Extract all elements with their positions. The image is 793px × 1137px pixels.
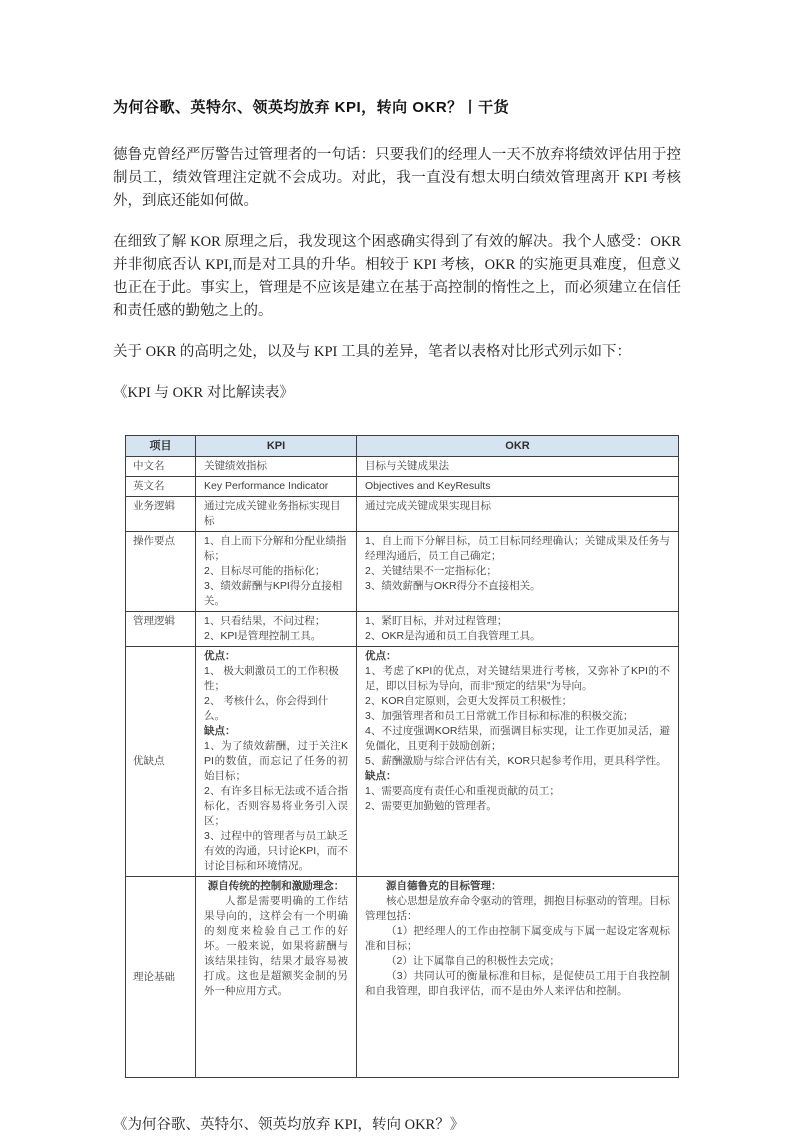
cell-line: 1、只看结果，不问过程； xyxy=(204,615,326,627)
cell-line: 4、不过度强调KOR结果，而强调目标实现，让工作更加灵活，避免僵化，且更利于鼓励创新； xyxy=(365,725,670,752)
cell-line: 3、绩效薪酬与KPI得分直接相关。 xyxy=(204,580,343,607)
cell-line: 5、薪酬激励与综合评估有关，KOR只起参考作用，更具科学性。 xyxy=(365,755,667,767)
kpi-cell xyxy=(196,612,357,647)
okr-cell: Objectives and KeyResults xyxy=(357,477,679,497)
table-row-management-logic xyxy=(126,612,679,647)
cell-line: 2、有许多目标无法或不适合指标化，否则容易将业务引入误区； xyxy=(204,785,348,827)
paragraph-2: 在细致了解 KOR 原理之后，我发现这个困惑确实得到了有效的解决。我个人感受：OKR 并非彻底否认 KPI,而是对工具的升华。相较于 KPI 考核，OKR 的实施更具难度，但意义也正在于此。事实上，管理是不应该是建立在基于高控制的惰性之上，而必须建立在信任和责任感的勤勉之上的。 xyxy=(113,234,681,319)
cell-line: 核心思想是放弃命令驱动的管理，拥抱目标驱动的管理。目标管理包括： xyxy=(365,895,670,922)
cell-line: 3、加强管理者和员工日常就工作目标和标准的积极交流； xyxy=(365,710,634,722)
cell-line: 2、目标尽可能的指标化； xyxy=(204,565,326,577)
article-title: 为何谷歌、英特尔、领英均放弃 KPI，转向 OKR？丨干货 xyxy=(113,99,510,116)
column-header-okr: OKR xyxy=(357,436,679,457)
cell-line: 1、自上而下分解目标，员工目标同经理确认；关键成果及任务与经理沟通后，员工自己确定； xyxy=(365,535,670,562)
row-label: 操作要点 xyxy=(126,532,196,612)
cell-line: 2、OKR是沟通和员工自我管理工具。 xyxy=(365,630,541,642)
cell-line: 1、自上而下分解和分配业绩指标； xyxy=(204,535,347,562)
cell-line: （3）共同认可的衡量标准和目标，是促使员工用于自我控制和自我管理，即自我评估，而不是由外人来评估和控制。 xyxy=(365,970,670,997)
table-row-english-name xyxy=(126,477,679,497)
paragraph-3: 关于 OKR 的高明之处，以及与 KPI 工具的差异，笔者以表格对比形式列示如下： xyxy=(113,344,631,360)
row-label: 英文名 xyxy=(126,477,196,497)
okr-cell: 目标与关键成果法 xyxy=(357,457,679,477)
kpi-cell: 通过完成关键业务指标实现目标 xyxy=(196,497,357,532)
paragraph-1: 德鲁克曾经严厉警告过管理者的一句话：只要我们的经理人一天不放弃将绩效评估用于控制员工，绩效管理注定就不会成功。对此，我一直没有想太明白绩效管理离开 KPI 考核外，到底还能如何做。 xyxy=(113,147,681,209)
kpi-cell xyxy=(196,877,357,1078)
cell-line: 2、KPI是管理控制工具。 xyxy=(204,630,322,642)
row-label: 中文名 xyxy=(126,457,196,477)
cell-line: 优点： xyxy=(365,650,397,662)
cell-line: 2、需要更加勤勉的管理者。 xyxy=(365,800,497,812)
cell-line: 人都是需要明确的工作结果导向的，这样会有一个明确的刻度来检验自己工作的好坏。一般来说，如果将薪酬与该结果挂钩，结果才最容易被打成。这也是超额奖金制的另外一种应用方式。 xyxy=(204,895,348,997)
cell-line: 1、为了绩效薪酬，过于关注KPI的数值，而忘记了任务的初始目标； xyxy=(204,740,348,782)
cell-line: 1、需要高度有责任心和重视贡献的员工； xyxy=(365,785,560,797)
row-label: 优缺点 xyxy=(126,647,196,877)
row-label: 理论基础 xyxy=(126,877,196,1078)
bottom-caption: 《为何谷歌、英特尔、领英均放弃 KPI，转向 OKR？》 xyxy=(113,1117,465,1133)
row-label: 管理逻辑 xyxy=(126,612,196,647)
cell-line: 1、 极大刺激员工的工作积极性； xyxy=(204,665,339,692)
okr-cell xyxy=(357,647,679,877)
okr-cell xyxy=(357,532,679,612)
column-header-item: 项目 xyxy=(126,436,196,457)
cell-line: （2）让下属靠自己的积极性去完成； xyxy=(386,955,560,967)
cell-line: 缺点： xyxy=(204,725,236,737)
table-row-chinese-name xyxy=(126,457,679,477)
cell-line: 源自传统的控制和激励理念： xyxy=(207,880,345,892)
kpi-cell: 关键绩效指标 xyxy=(196,457,357,477)
okr-cell xyxy=(357,612,679,647)
kpi-cell xyxy=(196,647,357,877)
cell-line: 3、过程中的管理者与员工缺乏有效的沟通，只讨论KPI，而不讨论目标和环境情况。 xyxy=(204,830,348,872)
cell-line: 缺点： xyxy=(365,770,397,782)
okr-cell xyxy=(357,877,679,1078)
table-header-row xyxy=(126,436,679,457)
cell-line: 2、KOR自定原则，会更大发挥员工积极性； xyxy=(365,695,573,707)
table-row-pros-cons xyxy=(126,647,679,877)
cell-line: 优点： xyxy=(204,650,236,662)
table-caption: 《KPI 与 OKR 对比解读表》 xyxy=(113,385,294,401)
kpi-okr-comparison-table xyxy=(125,435,679,1078)
table-row-operation-points xyxy=(126,532,679,612)
cell-line: （1）把经理人的工作由控制下属变成与下属一起设定客观标准和目标； xyxy=(365,925,670,952)
cell-line: 1、考虑了KPI的优点，对关键结果进行考核，又弥补了KPI的不足，即以目标为导向，而非“预定的结果”为导向。 xyxy=(365,665,670,692)
row-label: 业务逻辑 xyxy=(126,497,196,532)
kpi-cell xyxy=(196,532,357,612)
cell-line: 源自德鲁克的目标管理： xyxy=(386,880,502,892)
cell-line: 2、关键结果不一定指标化； xyxy=(365,565,497,577)
kpi-cell: Key Performance Indicator xyxy=(196,477,357,497)
cell-line: 3、绩效薪酬与OKR得分不直接相关。 xyxy=(365,580,541,592)
column-header-kpi: KPI xyxy=(196,436,357,457)
cell-line: 1、紧盯目标，并对过程管理； xyxy=(365,615,508,627)
cell-line: 2、 考核什么，你会得到什么。 xyxy=(204,695,329,722)
okr-cell: 通过完成关键成果实现目标 xyxy=(357,497,679,532)
table-row-theory-basis xyxy=(126,877,679,1078)
table-row-business-logic xyxy=(126,497,679,532)
